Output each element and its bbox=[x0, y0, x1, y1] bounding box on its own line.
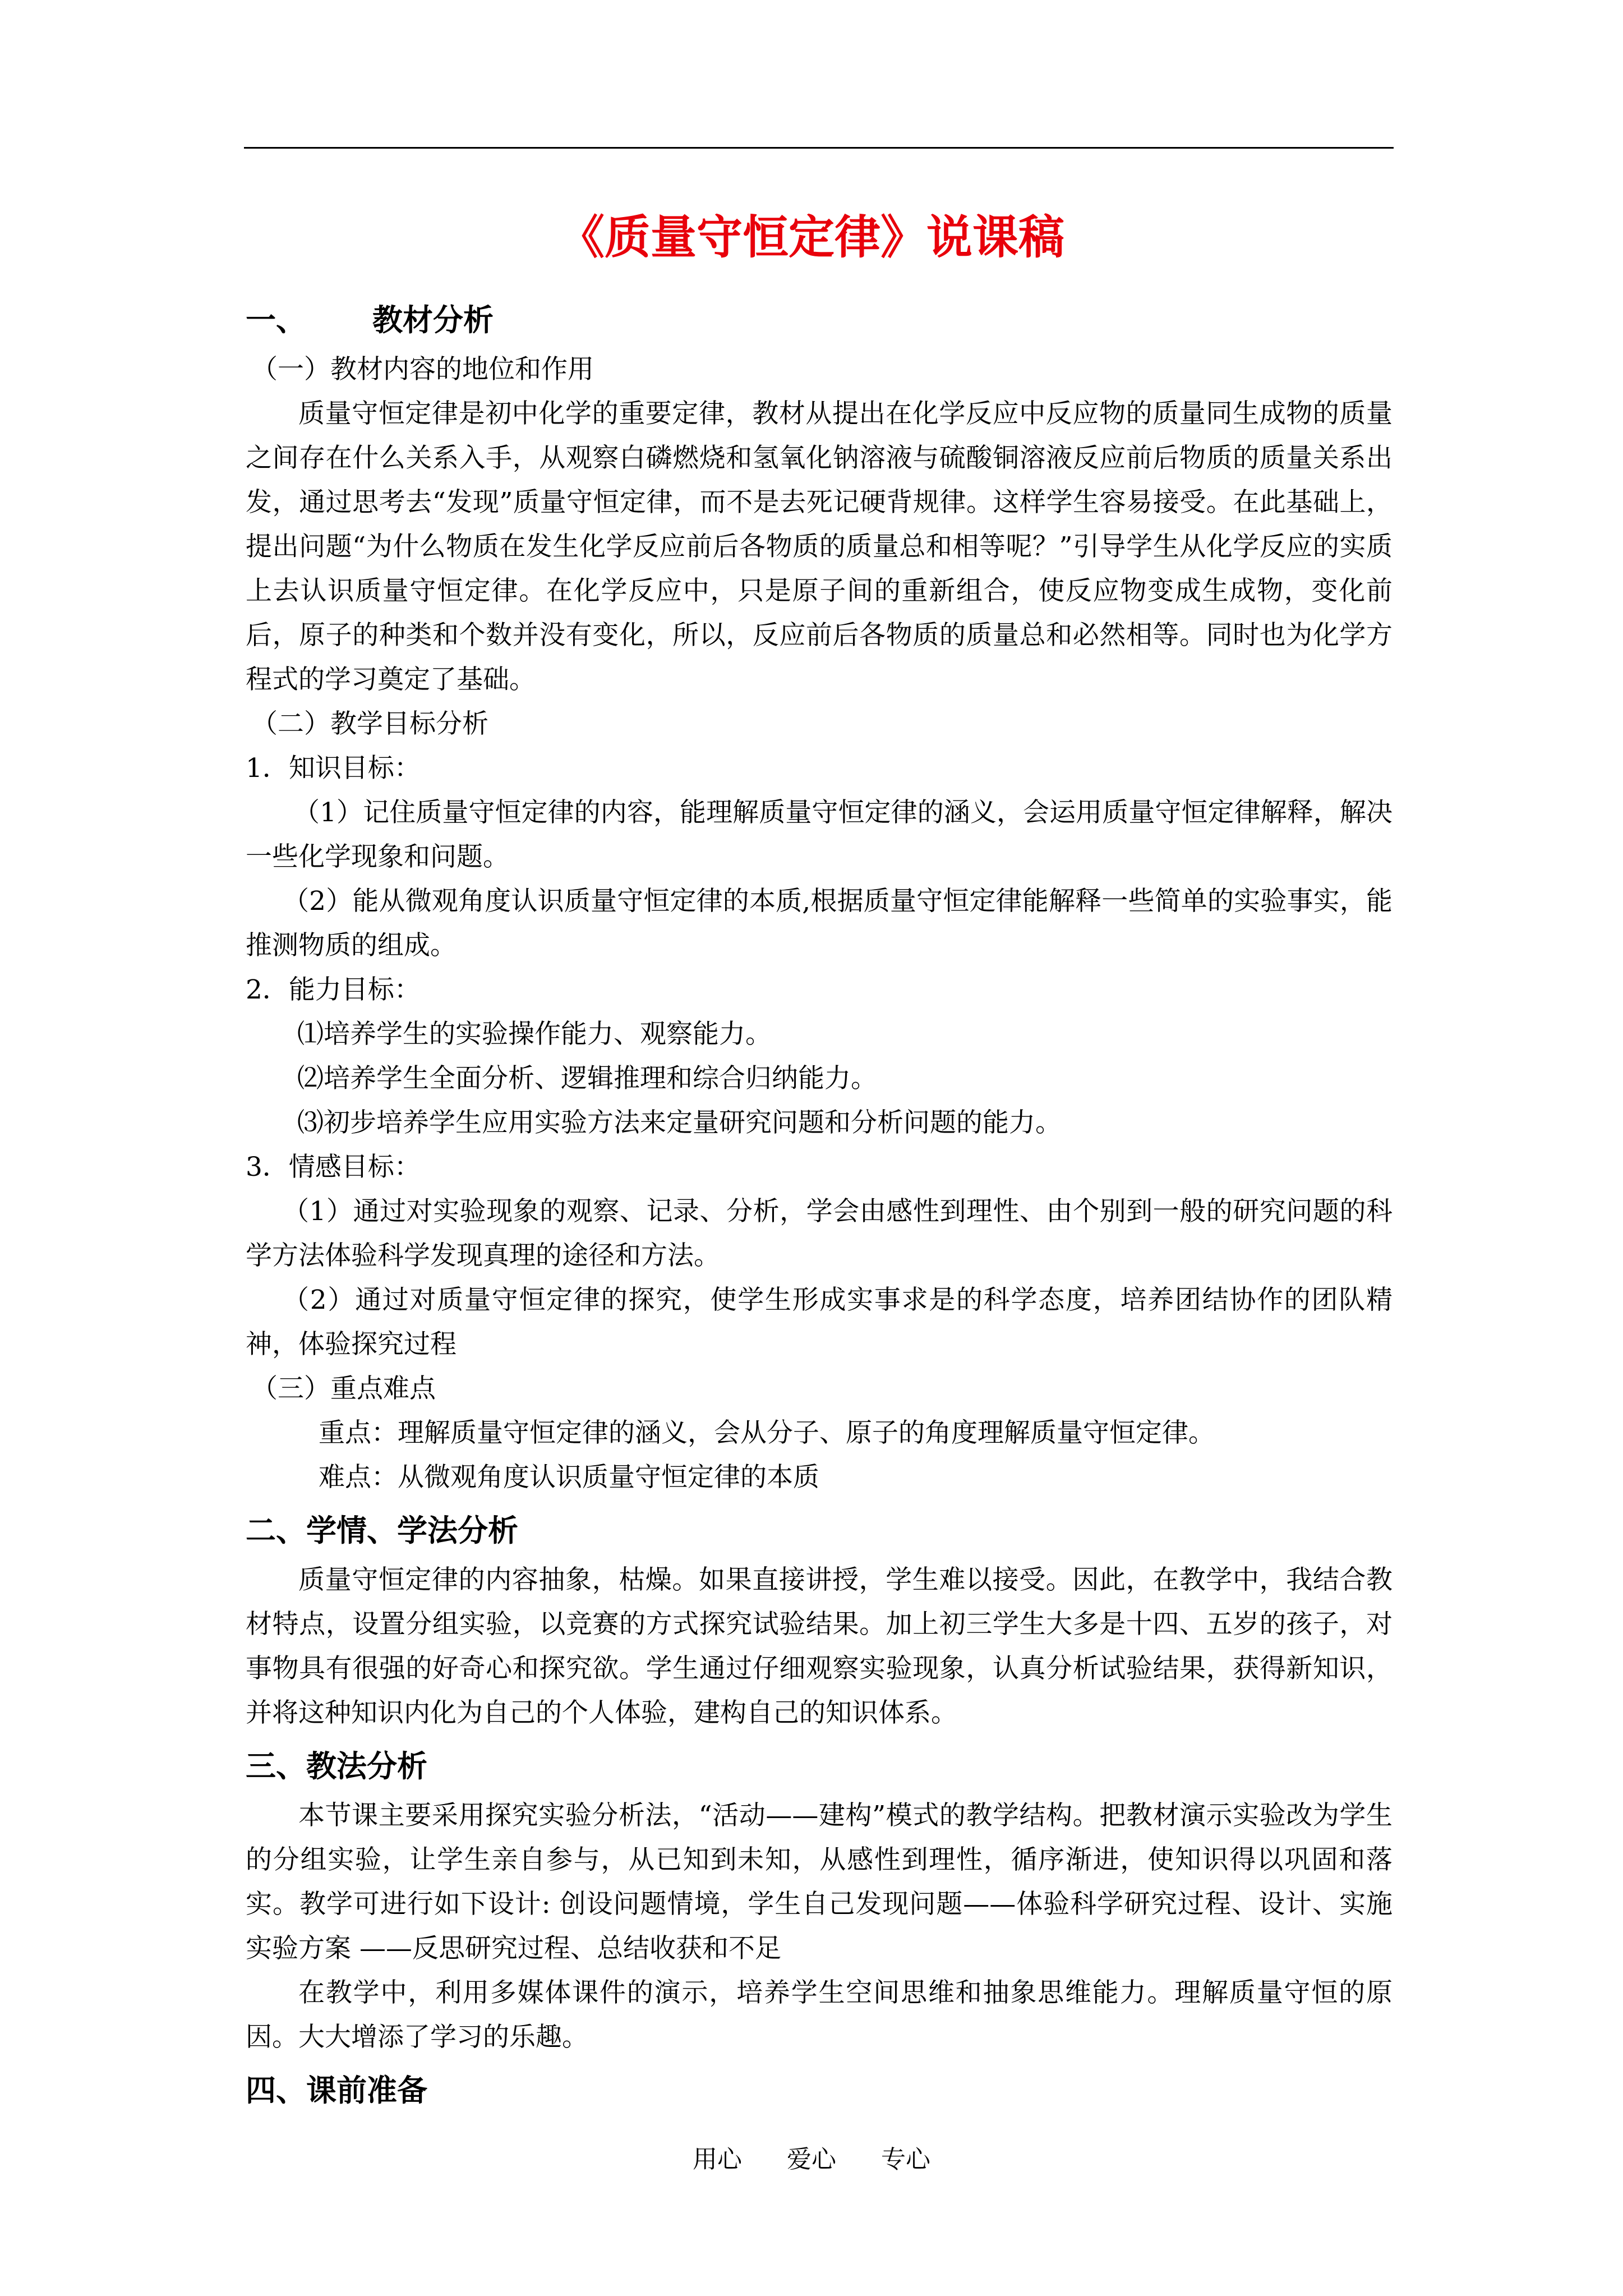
ability-goal-1: ⑴培养学生的实验操作能力、观察能力。 bbox=[297, 1019, 772, 1050]
footer-word-2: 爱心 bbox=[787, 2145, 836, 2174]
section-1-title: 教材分析 bbox=[372, 302, 494, 338]
key-point: 重点：理解质量守恒定律的涵义，会从分子、原子的角度理解质量守恒定律。 bbox=[319, 1418, 1215, 1448]
footer-word-3: 专心 bbox=[881, 2145, 930, 2174]
emotion-goal-2: （2）通过对质量守恒定律的探究，使学生形成实事求是的科学态度，培养团结协作的团队精神，体验探究过程 bbox=[246, 1285, 1393, 1360]
page-footer bbox=[0, 2143, 1623, 2177]
ability-goal-3: ⑶初步培养学生应用实验方法来定量研究问题和分析问题的能力。 bbox=[297, 1107, 1062, 1138]
knowledge-goal-2: （2）能从微观角度认识质量守恒定律的本质,根据质量守恒定律能解释一些简单的实验事实，能推测物质的组成。 bbox=[246, 886, 1393, 961]
section-3-paragraph-2: 在教学中，利用多媒体课件的演示，培养学生空间思维和抽象思维能力。理解质量守恒的原因。大大增添了学习的乐趣。 bbox=[246, 1977, 1393, 2053]
emotion-goals-title: 3．情感目标： bbox=[246, 1152, 421, 1182]
section-4-heading: 四、课前准备 bbox=[246, 2072, 427, 2108]
footer-word-1: 用心 bbox=[693, 2145, 742, 2174]
ability-goal-2: ⑵培养学生全面分析、逻辑推理和综合归纳能力。 bbox=[297, 1063, 877, 1094]
section-1-number: 一、 bbox=[246, 302, 306, 338]
section-3-heading: 三、教法分析 bbox=[246, 1748, 427, 1784]
difficulty-point: 难点：从微观角度认识质量守恒定律的本质 bbox=[319, 1462, 819, 1493]
knowledge-goal-1: （1）记住质量守恒定律的内容，能理解质量守恒定律的涵义，会运用质量守恒定律解释，解决一些化学现象和问题。 bbox=[246, 797, 1393, 872]
document-body bbox=[246, 289, 1393, 2118]
ability-goals-title: 2．能力目标： bbox=[246, 974, 421, 1005]
subsection-1-paragraph: 质量守恒定律是初中化学的重要定律，教材从提出在化学反应中反应物的质量同生成物的质量之间存在什么关系入手，从观察白磷燃烧和氢氧化钠溶液与硫酸铜溶液反应前后物质的质量关系出发，通过思考去“发现”质量守恒定律，而不是去死记硬背规律。这样学生容易接受。在此基础上，提出问题“为什么物质在发生化学反应前后各物质的质量总和相等呢？”引导学生从化学反应的实质上去认识质量守恒定律。在化学反应中，只是原子间的重新组合，使反应物变成生成物，变化前后，原子的种类和个数并没有变化，所以，反应前后各物质的质量总和必然相等。同时也为化学方程式的学习奠定了基础。 bbox=[246, 398, 1393, 695]
section-2-heading: 二、学情、学法分析 bbox=[246, 1512, 518, 1548]
subsection-2-title: （二）教学目标分析 bbox=[251, 708, 488, 739]
section-1-heading bbox=[246, 297, 1393, 343]
emotion-goal-1: （1）通过对实验现象的观察、记录、分析，学会由感性到理性、由个别到一般的研究问题的科学方法体验科学发现真理的途径和方法。 bbox=[246, 1196, 1393, 1271]
subsection-1-title: （一）教材内容的地位和作用 bbox=[251, 354, 594, 385]
page-title: 《质量守恒定律》说课稿 bbox=[558, 210, 1064, 264]
header-rule bbox=[244, 147, 1394, 149]
section-2-paragraph: 质量守恒定律的内容抽象，枯燥。如果直接讲授，学生难以接受。因此，在教学中，我结合教材特点，设置分组实验，以竞赛的方式探究试验结果。加上初三学生大多是十四、五岁的孩子，对事物具有很强的好奇心和探究欲。学生通过仔细观察实验现象，认真分析试验结果，获得新知识，并将这种知识内化为自己的个人体验，建构自己的知识体系。 bbox=[246, 1565, 1393, 1728]
subsection-3-title: （三）重点难点 bbox=[251, 1373, 436, 1404]
section-3-paragraph-1: 本节课主要采用探究实验分析法，“活动——建构”模式的教学结构。把教材演示实验改为学生的分组实验，让学生亲自参与，从已知到未知，从感性到理性，循序渐进，使知识得以巩固和落实。教学可进行如下设计: 创设问题情境，学生自己发现问题——体验科学研究过程、设计、实施实验方案 ——反思研究过程、总结收获和不足 bbox=[246, 1800, 1393, 1964]
knowledge-goals-title: 1．知识目标： bbox=[246, 753, 421, 784]
